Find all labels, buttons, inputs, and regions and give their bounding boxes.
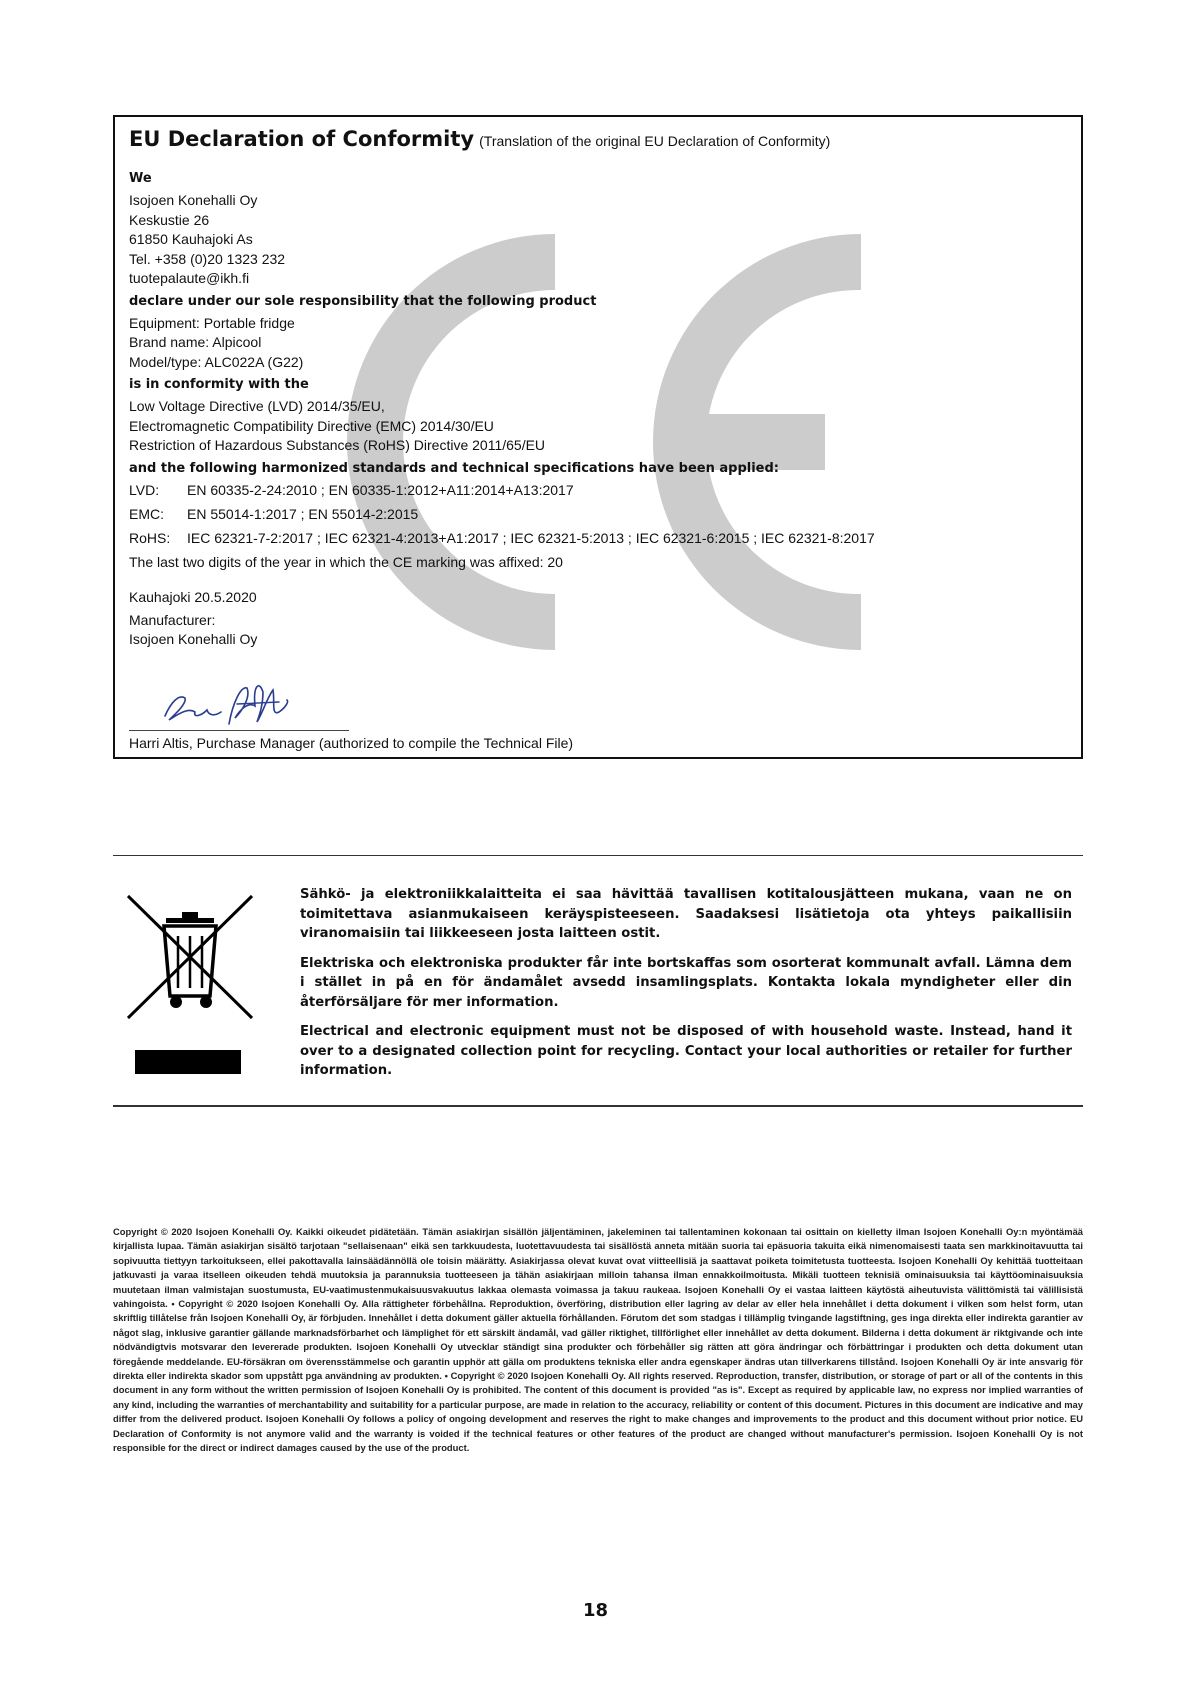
- manufacturer-name: Isojoen Konehalli Oy: [129, 631, 258, 647]
- weee-top-divider: [113, 855, 1083, 856]
- declaration-title-line: [129, 127, 1067, 151]
- declaration-title: EU Declaration of Conformity: [129, 127, 475, 151]
- declare-heading: declare under our sole responsibility that the following product: [129, 293, 597, 309]
- weee-swedish: Elektriska och elektroniska produkter får inte bortskaffas som osorterat kommunalt avfall. Lämna dem i stället in på en för ändamålet avsedd insamlingsplats. Kontakta lokala myndigheter eller din återförsäljare för mer information.: [300, 955, 1072, 1010]
- company-street: Keskustie 26: [129, 211, 210, 228]
- manufacturer-label: Manufacturer:: [129, 611, 216, 628]
- standard-label: LVD:: [129, 481, 160, 498]
- weee-bottom-divider: [113, 1105, 1083, 1107]
- product-brand: Brand name: Alpicool: [129, 334, 262, 350]
- product-model: Model/type: ALC022A (G22): [129, 353, 304, 370]
- conformity-heading: is in conformity with the: [129, 377, 309, 392]
- signature-icon: [129, 672, 349, 730]
- standard-value: IEC 62321-7-2:2017 ; IEC 62321-4:2013+A1:2017 ; IEC 62321-5:2013 ; IEC 62321-6:2015 ; IEC 62321-8:2017: [187, 529, 875, 546]
- weee-english: Electrical and electronic equipment must not be disposed of with household waste. Instead, hand it over to a designated collection point for recycling. Contact your local authorities or retailer for further information.: [300, 1024, 1072, 1078]
- company-phone: Tel. +358 (0)20 1323 232: [129, 250, 286, 267]
- signer-name: Harri Altis, Purchase Manager (authorized to compile the Technical File): [129, 735, 574, 751]
- copyright-notice: Copyright © 2020 Isojoen Konehalli Oy. Kaikki oikeudet pidätetään. Tämän asiakirjan sisällön jäljentäminen, jakeleminen tai tallentaminen kokonaan tai osittain on kielletty ilman Isojoen Konehalli Oy:n myöntämää kirjallista lupaa. Tämän asiakirjan sisältö tarjotaan "sellaisenaan" eikä sen tarkkuudesta, luotettavuudesta tai sisällöstä anneta mitään suoria tai epäsuoria takuita eikä nimenomaisesti taata sen markkinoitavuutta tai sopivuutta tiettyyn tarkoitukseen, ellei pakottavalla lainsäädännöllä ole toisin määrätty. Asiakirjassa olevat kuvat ovat viitteellisiä ja saattavat poiketa toimitetusta tuotteesta. Isojoen Konehalli Oy kehittää tuotteitaan jatkuvasti ja varaa itselleen oikeuden tehdä muutoksia ja parannuksia tuotteeseen ja tähän asiakirjaan milloin tahansa ilman ennakkoilmoitusta. Mikäli tuotteen teknisiä ominaisuuksia tai käyttöominaisuuksia muutetaan ilman valmistajan suostumusta, EU-vaatimustenmukaisuusvakuutus lakkaa olemasta voimassa ja takuu raukeaa. Isojoen Konehalli Oy ei vastaa laitteen käytöstä aiheutuvista välittömistä tai välillisistä vahingoista. • Copyright © 2020 Isojoen Konehalli Oy. Alla rättigheter förbehållna. Reproduktion, överföring, distribution eller lagring av delar av eller hela innehållet i detta dokument i vilken som helst form, utan skriftlig tillåtelse från Isojoen Konehalli Oy, är förbjuden. Innehållet i detta dokument gäller aktuella förhållanden. Förutom det som stadgas i tillämplig tvingande lagstiftning, ges inga direkta eller indirekta garantier av något slag, inklusive garantier gällande marknadsförbarhet och lämplighet för ett särskilt ändamål, vad gäller riktighet, tillförlighet eller innehållet av detta dokument. Bilderna i detta dokument är riktgivande och inte nödvändigtvis motsvarar den levererade produkten. Isojoen Konehalli Oy utvecklar ständigt sina produkter och förbehåller sig rätten att göra ändringar och förbättringar i produkten och detta dokument utan föregående meddelande. EU-försäkran om överensstämmelse och garantin upphör att gälla om produktens tekniska eller andra egenskaper ändras utan tillverkarens tillstånd. Isojoen Konehalli Oy är inte ansvarig för direkta eller indirekta skador som uppstått pga användning av produkten. • Copyright © 2020 Isojoen Konehalli Oy. All rights reserved. Reproduction, transfer, distribution, or storage of part or all of the contents in this document in any form without the written permission of Isojoen Konehalli Oy is prohibited. The content of this document is provided "as is". Except as required by applicable law, no express nor implied warranties of any kind, including the warranties of merchantability and suitability for a particular purpose, are made in relation to the accuracy, reliability or content of this document. Pictures in this document are indicative and may differ from the delivered product. Isojoen Konehalli Oy follows a policy of ongoing development and reserves the right to make changes and improvements to the product and this document without prior notice. EU Declaration of Conformity is not anymore valid and the warranty is voided if the technical features or other features of the product are changed without manufacturer's permission. Isojoen Konehalli Oy is not responsible for the direct or indirect damages caused by the use of the product.: [113, 1226, 1083, 1454]
- directive-rohs: Restriction of Hazardous Substances (RoHS) Directive 2011/65/EU: [129, 437, 546, 453]
- company-name: Isojoen Konehalli Oy: [129, 192, 258, 208]
- weee-text-block: [300, 885, 1072, 1091]
- directive-emc: Electromagnetic Compatibility Directive (EMC) 2014/30/EU: [129, 417, 494, 434]
- standards-heading: and the following harmonized standards and technical specifications have been applied:: [129, 460, 779, 476]
- standard-label: RoHS:: [129, 529, 171, 546]
- company-email: tuotepalaute@ikh.fi: [129, 270, 250, 286]
- standard-row-rohs: [129, 526, 1067, 550]
- signature-line: [129, 730, 349, 731]
- product-equipment: Equipment: Portable fridge: [129, 314, 295, 331]
- declaration-content: [129, 127, 1067, 650]
- standard-row-lvd: [129, 478, 1067, 502]
- weee-finnish: Sähkö- ja elektroniikkalaitteita ei saa hävittää tavallisen kotitalousjätteen mukana, vaan ne on toimitettava asianmukaiseen keräyspisteeseen. Saadaksesi lisätietoja ota yhteys paikallisiin viranomaisiin tai liikkeeseen josta laitteen ostit.: [300, 887, 1072, 941]
- standard-value: EN 60335-2-24:2010 ; EN 60335-1:2012+A11:2014+A13:2017: [187, 481, 574, 498]
- declaration-subtitle: (Translation of the original EU Declaration of Conformity): [479, 133, 831, 149]
- crossed-out-wheelie-bin-icon: [120, 890, 260, 1025]
- weee-black-bar: [135, 1050, 241, 1074]
- page-number: 18: [582, 1600, 609, 1621]
- ce-year-statement: The last two digits of the year in which the CE marking was affixed: 20: [129, 553, 563, 570]
- standard-row-emc: [129, 502, 1067, 526]
- place-date: Kauhajoki 20.5.2020: [129, 589, 257, 605]
- directive-lvd: Low Voltage Directive (LVD) 2014/35/EU,: [129, 398, 385, 414]
- we-label: We: [129, 171, 152, 186]
- declaration-box: [113, 115, 1083, 759]
- standard-value: EN 55014-1:2017 ; EN 55014-2:2015: [187, 505, 419, 522]
- standard-label: EMC:: [129, 505, 164, 522]
- company-postcode: 61850 Kauhajoki As: [129, 231, 253, 247]
